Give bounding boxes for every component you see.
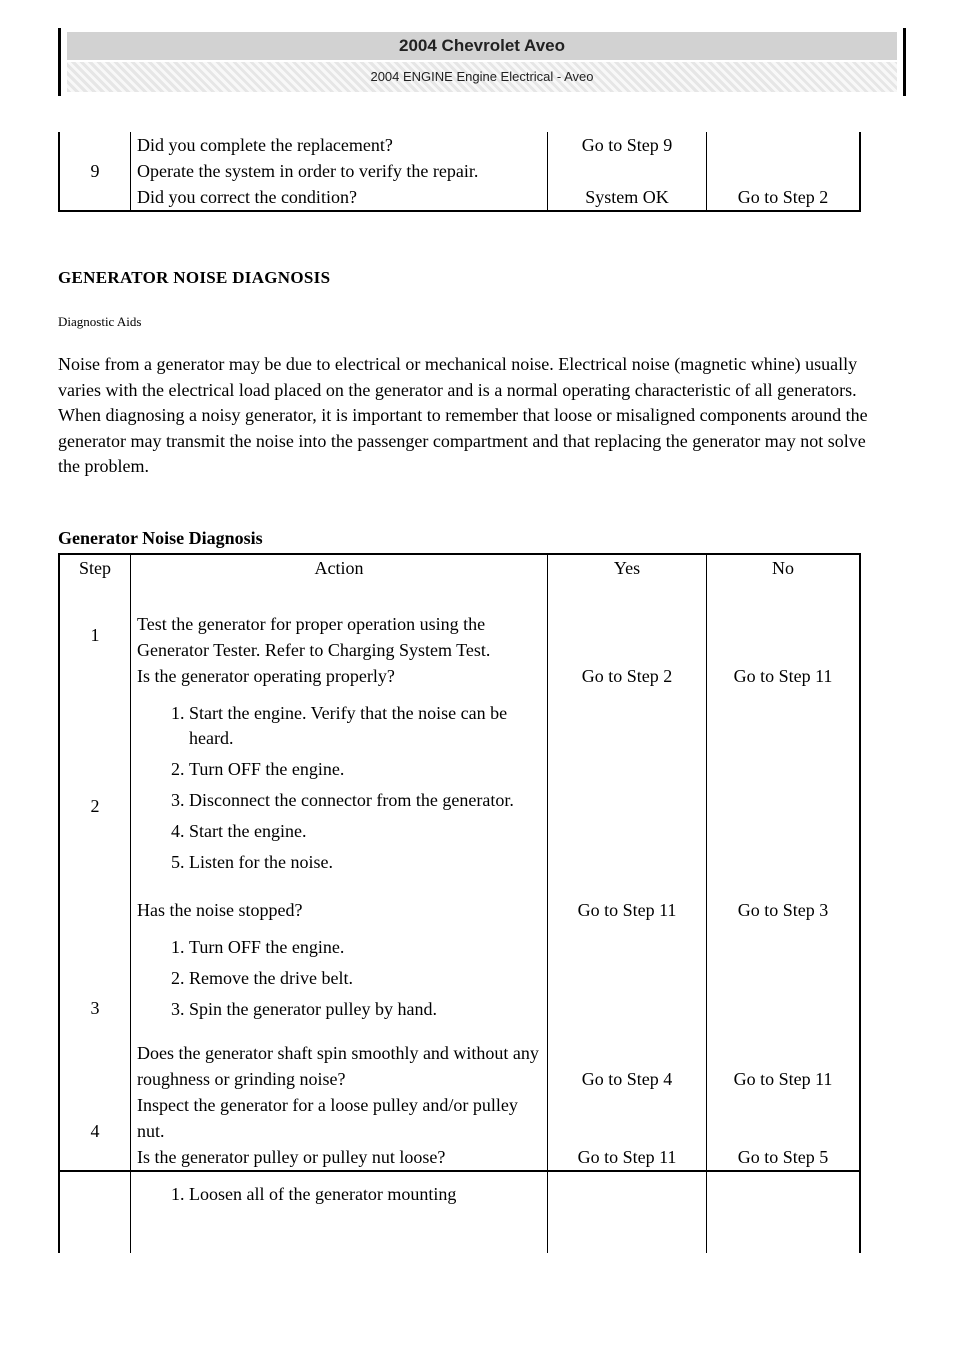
step-number: 1 (59, 581, 131, 689)
section-title: GENERATOR NOISE DIAGNOSIS (58, 268, 331, 287)
list-item: 1. Start the engine. Verify that the noise can be heard. (189, 701, 541, 751)
action-text: Did you complete the replacement? (131, 132, 548, 158)
no-result: Go to Step 5 (707, 1092, 861, 1171)
question-text: Has the noise stopped? (137, 900, 303, 920)
question-text: Is the generator pulley or pulley nut loose? (137, 1147, 446, 1167)
no-result (707, 1171, 861, 1253)
step-number (59, 1171, 131, 1253)
body-paragraph: Noise from a generator may be due to electrical or mechanical noise. Electrical noise (magnetic whine) usually varies with the electrical load placed on the generator and is a normal operating characteristic of all generators. When diagnosing a noisy generator, it is important to remember that loose or misaligned components around the generator may transmit the noise into the passenger compartment and that replacing the generator may not solve the problem. (58, 354, 868, 477)
header-title: 2004 Chevrolet Aveo (67, 32, 897, 60)
yes-result (548, 1171, 707, 1253)
sub-title: Diagnostic Aids (58, 314, 142, 329)
list-item: 2. Turn OFF the engine. (189, 757, 541, 782)
yes-result: System OK (548, 184, 707, 211)
yes-result: Go to Step 11 (548, 689, 707, 923)
step-number: 4 (59, 1092, 131, 1171)
list-item: 3. Disconnect the connector from the generator. (189, 788, 541, 813)
question-text: Does the generator shaft spin smoothly and without any roughness or grinding noise? (137, 1043, 539, 1089)
step-number: 3 (59, 923, 131, 1092)
header-yes: Yes (548, 554, 707, 581)
list-item: 4. Start the engine. (189, 819, 541, 844)
action-list (137, 935, 541, 1022)
action-cell (131, 689, 548, 923)
table-row (59, 923, 860, 1092)
yes-result (548, 158, 707, 184)
page-header (58, 28, 906, 96)
list-item: 5. Listen for the noise. (189, 850, 541, 875)
no-result: Go to Step 11 (707, 581, 861, 689)
generator-noise-table (58, 553, 861, 1253)
action-list (137, 1182, 541, 1207)
list-item: 3. Spin the generator pulley by hand. (189, 997, 541, 1022)
action-text: Inspect the generator for a loose pulley and/or pulley nut. (137, 1095, 518, 1141)
list-item: 1. Turn OFF the engine. (189, 935, 541, 960)
yes-result: Go to Step 2 (548, 581, 707, 689)
no-result: Go to Step 3 (707, 689, 861, 923)
action-cell (131, 923, 548, 1092)
header-step: Step (59, 554, 131, 581)
previous-diagnostic-table (58, 132, 861, 212)
action-cell (131, 1092, 548, 1171)
no-result (707, 132, 861, 158)
table-header-row (59, 554, 860, 581)
action-cell (131, 1171, 548, 1253)
action-cell (131, 581, 548, 689)
step-number: 9 (59, 132, 131, 211)
yes-result: Go to Step 9 (548, 132, 707, 158)
yes-result: Go to Step 11 (548, 1092, 707, 1171)
header-no: No (707, 554, 861, 581)
step-number: 2 (59, 689, 131, 923)
table-row (59, 581, 860, 689)
yes-result: Go to Step 4 (548, 923, 707, 1092)
action-text: Operate the system in order to verify the repair. (131, 158, 548, 184)
question-text: Did you correct the condition? (131, 184, 548, 211)
action-list (137, 701, 541, 875)
header-subtitle: 2004 ENGINE Engine Electrical - Aveo (67, 62, 897, 92)
no-result: Go to Step 2 (707, 184, 861, 211)
action-text: Test the generator for proper operation using the Generator Tester. Refer to Charging System Test. (137, 614, 491, 660)
header-action: Action (131, 554, 548, 581)
table-row (59, 1092, 860, 1171)
table-caption: Generator Noise Diagnosis (58, 528, 263, 548)
question-text: Is the generator operating properly? (137, 666, 395, 686)
table-row (59, 689, 860, 923)
table-row (59, 1171, 860, 1253)
no-result (707, 158, 861, 184)
list-item: 1. Loosen all of the generator mounting (189, 1182, 541, 1207)
no-result: Go to Step 11 (707, 923, 861, 1092)
list-item: 2. Remove the drive belt. (189, 966, 541, 991)
